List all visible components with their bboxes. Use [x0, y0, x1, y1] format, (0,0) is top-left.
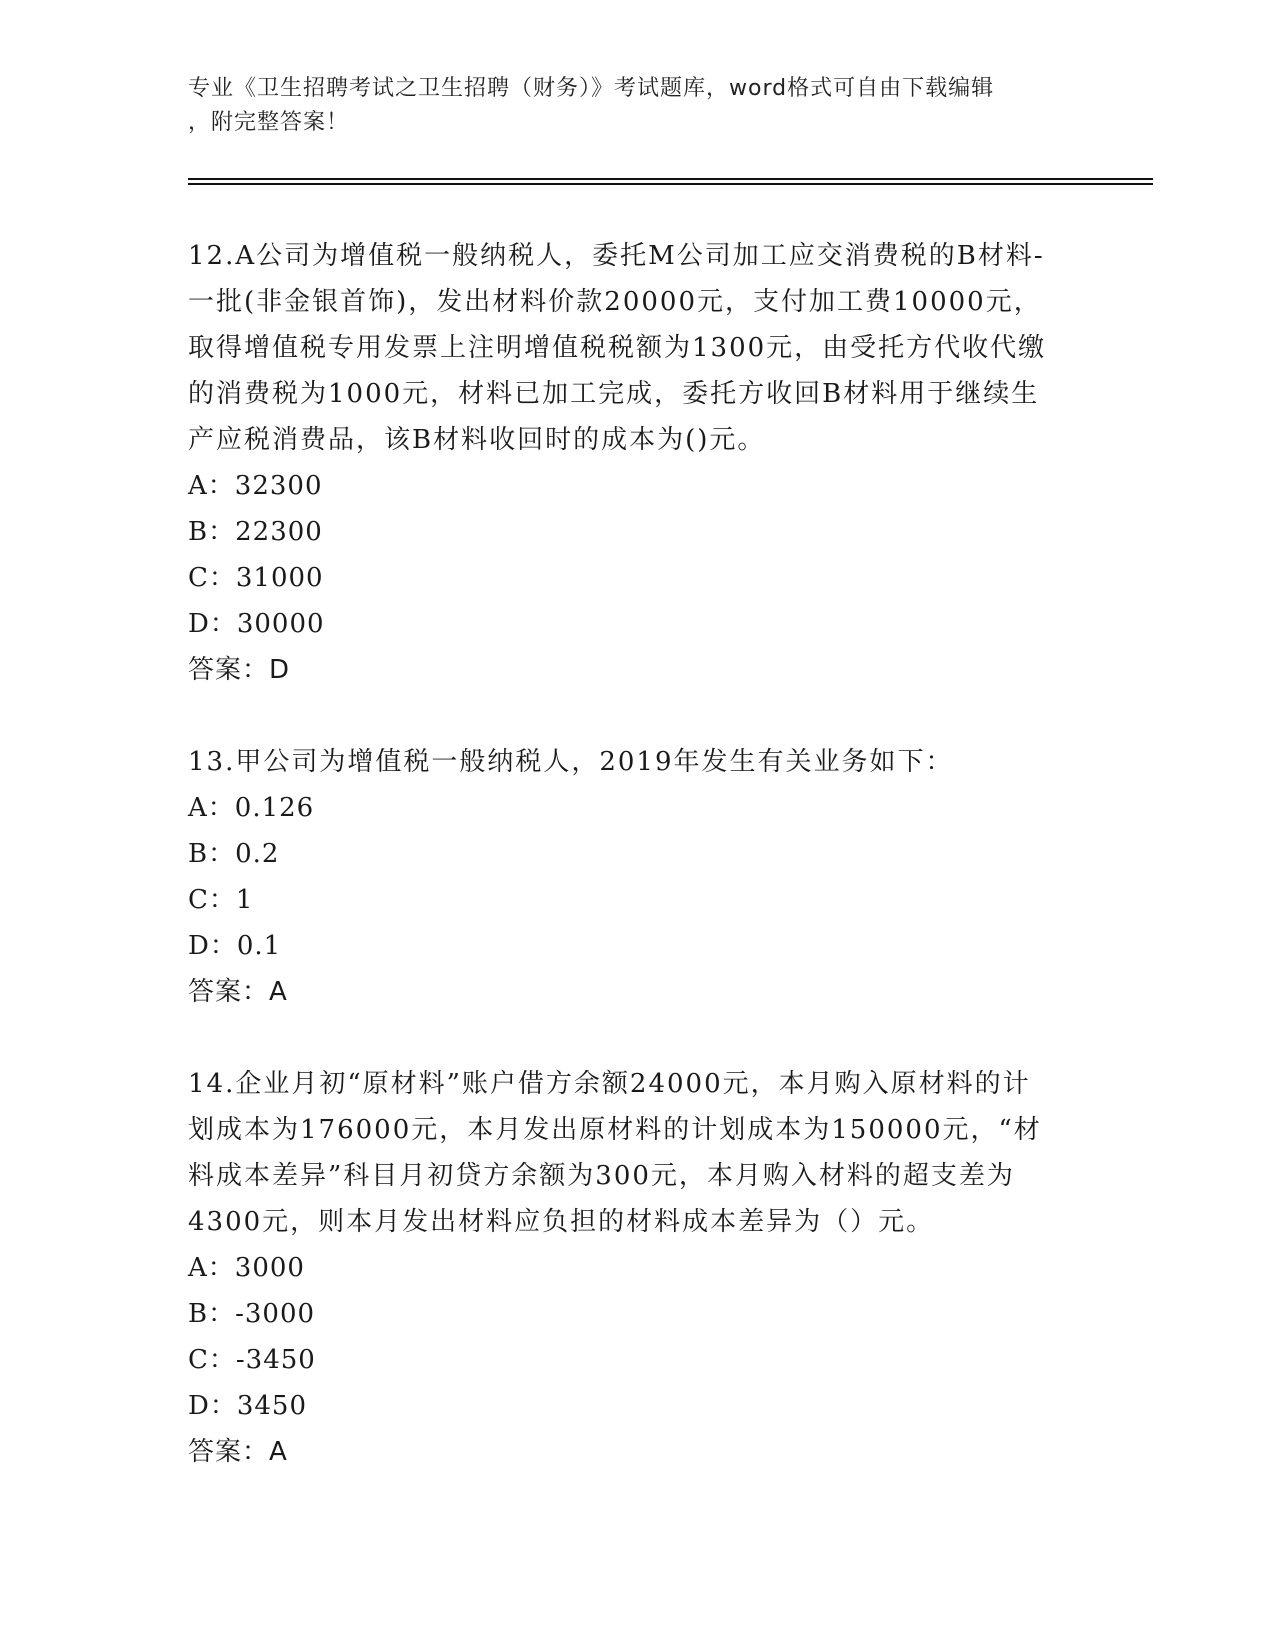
stem-line: 13.甲公司为增值税一般纳税人，2019年发生有关业务如下： — [188, 747, 954, 777]
stem-line: 的消费税为1000元，材料已加工完成，委托方收回B材料用于继续生 — [188, 379, 1040, 409]
question-13 — [188, 739, 1088, 1015]
question-14 — [188, 1061, 1088, 1475]
option-d: D：30000 — [188, 609, 325, 639]
option-d: D：3450 — [188, 1391, 308, 1421]
answer-line: 答案：D — [188, 655, 291, 685]
question-stem — [188, 233, 1088, 463]
stem-line: 一批(非金银首饰)，发出材料价款20000元，支付加工费10000元， — [188, 287, 1042, 317]
option-a: A：3000 — [188, 1253, 305, 1283]
option-c: C：31000 — [188, 563, 324, 593]
option-c: C：1 — [188, 885, 254, 915]
option-a: A：32300 — [188, 471, 323, 501]
option-d: D：0.1 — [188, 931, 282, 961]
question-list — [188, 233, 1088, 1521]
stem-line: 12.A公司为增值税一般纳税人，委托M公司加工应交消费税的B材料- — [188, 241, 1045, 271]
document-header — [188, 72, 1088, 140]
stem-line: 取得增值税专用发票上注明增值税税额为1300元，由受托方代收代缴 — [188, 333, 1047, 363]
question-12 — [188, 233, 1088, 693]
answer-line: 答案：A — [188, 1437, 288, 1467]
option-c: C：-3450 — [188, 1345, 316, 1375]
question-stem — [188, 739, 1088, 785]
stem-line: 产应税消费品，该B材料收回时的成本为()元。 — [188, 425, 766, 455]
stem-line: 料成本差异”科目月初贷方余额为300元，本月购入材料的超支差为 — [188, 1161, 1015, 1191]
header-line: ，附完整答案！ — [188, 110, 350, 135]
question-stem — [188, 1061, 1088, 1245]
header-divider-bottom — [188, 183, 1153, 185]
header-line: 专业《卫生招聘考试之卫生招聘（财务）》考试题库，word格式可自由下载编辑 — [188, 76, 995, 101]
stem-line: 划成本为176000元，本月发出原材料的计划成本为150000元，“材 — [188, 1115, 1042, 1145]
header-divider-top — [188, 178, 1153, 180]
stem-line: 4300元，则本月发出材料应负担的材料成本差异为（）元。 — [188, 1207, 935, 1237]
option-b: B：22300 — [188, 517, 323, 547]
option-b: B：-3000 — [188, 1299, 316, 1329]
option-a: A：0.126 — [188, 793, 315, 823]
answer-line: 答案：A — [188, 977, 288, 1007]
stem-line: 14.企业月初“原材料”账户借方余额24000元，本月购入原材料的计 — [188, 1069, 1031, 1099]
option-b: B：0.2 — [188, 839, 280, 869]
